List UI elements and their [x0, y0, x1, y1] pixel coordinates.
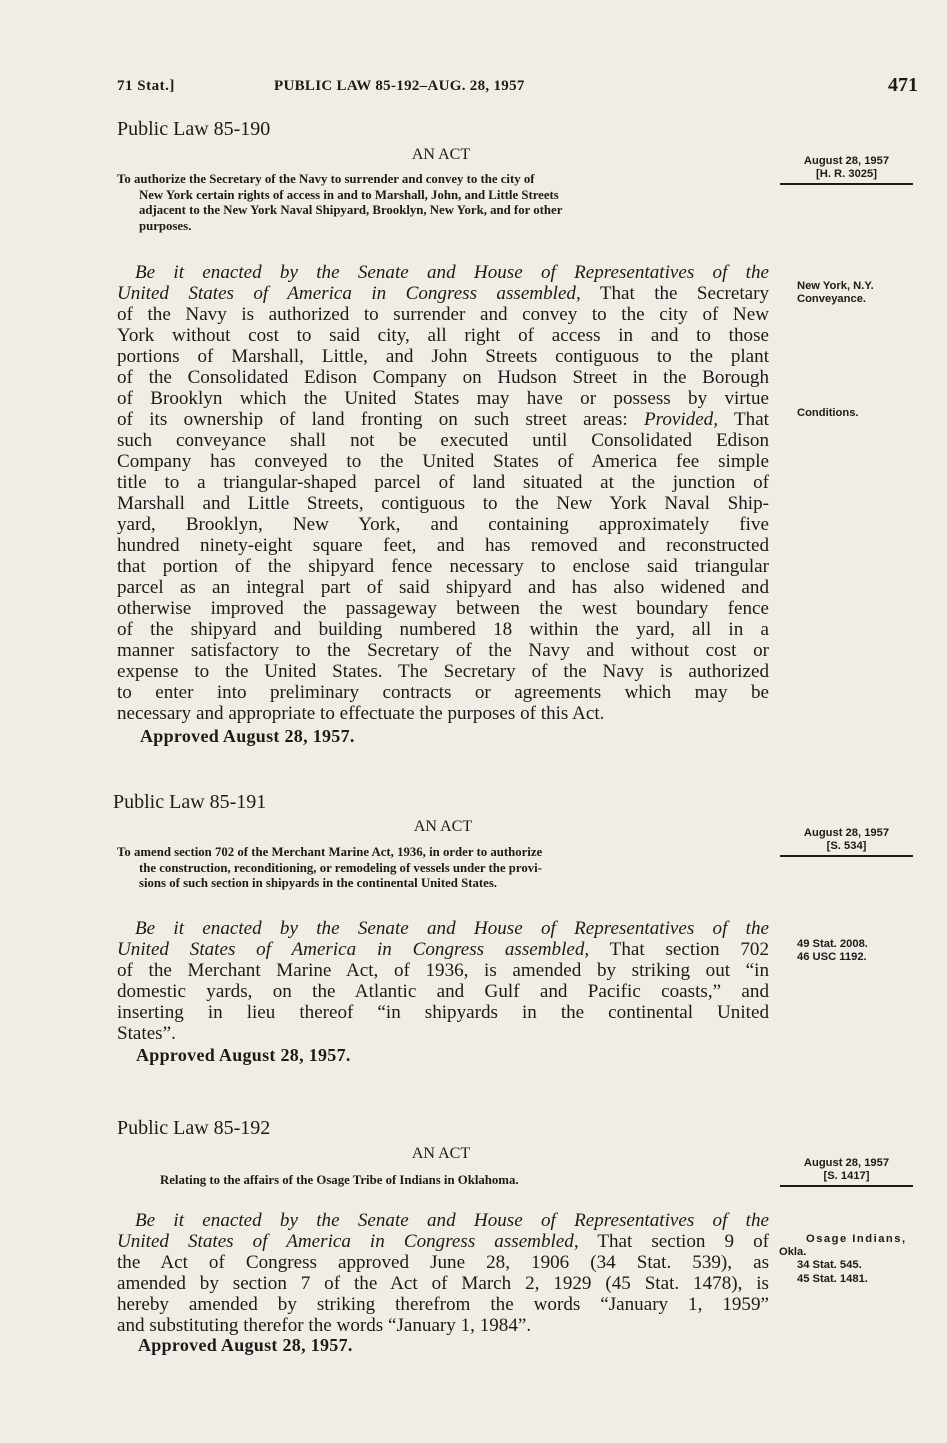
- body-line: of the Navy is authorized to surrender and convey to the city of New: [117, 304, 769, 325]
- body-line: of the Consolidated Edison Company on Hudson Street in the Borough: [117, 367, 769, 388]
- body-line: hundred ninety-eight square feet, and has removed and reconstructed: [117, 535, 769, 556]
- running-title: PUBLIC LAW 85-192–AUG. 28, 1957: [274, 78, 525, 94]
- margin-note-citation: 45 Stat. 1481.: [797, 1273, 868, 1285]
- enacting-clause: Be it enacted by the Senate and House of Representatives of the: [135, 1210, 769, 1231]
- purpose-line: the construction, reconditioning, or remodeling of vessels under the provi-: [139, 860, 542, 875]
- divider: [780, 855, 913, 857]
- margin-note-subject: Osage Indians,: [806, 1233, 907, 1245]
- enacting-clause: Be it enacted by the Senate and House of Representatives of the: [135, 262, 769, 283]
- page-number: 471: [888, 74, 918, 96]
- act-body: [117, 262, 769, 724]
- enactment-date: August 28, 1957: [803, 1157, 890, 1169]
- divider: [780, 183, 913, 185]
- body-line: of the Merchant Marine Act, of 1936, is amended by striking out “in: [117, 960, 769, 981]
- act-heading: AN ACT: [413, 818, 473, 835]
- approval-date: Approved August 28, 1957.: [138, 1335, 353, 1355]
- body-line: of Brooklyn which the United States may have or possess by virtue: [117, 388, 769, 409]
- body-line: otherwise improved the passageway between the west boundary fence: [117, 598, 769, 619]
- provided-term: Provided,: [643, 409, 719, 430]
- bill-number: [S. 534]: [826, 839, 867, 852]
- law-title: Public Law 85-191: [113, 791, 267, 813]
- body-line: York without cost to said city, all right of access in and to those: [117, 325, 769, 346]
- purpose-line: New York certain rights of access in and to Marshall, John, and Little Streets: [139, 187, 559, 202]
- act-purpose: [117, 172, 769, 234]
- act-heading: AN ACT: [411, 1145, 471, 1162]
- enactment-date-note: [780, 1157, 913, 1182]
- law-title: Public Law 85-192: [117, 1117, 271, 1139]
- margin-note-citation: 34 Stat. 545.: [797, 1259, 862, 1271]
- margin-note-conditions: Conditions.: [797, 407, 859, 419]
- purpose-line: sions of such section in shipyards in the continental United States.: [139, 876, 498, 891]
- enactment-date: August 28, 1957: [803, 827, 890, 839]
- body-line: such conveyance shall not be executed until Consolidated Edison: [117, 430, 769, 451]
- body-line: and substituting therefor the words “January 1, 1984”.: [117, 1315, 532, 1336]
- purpose-line: To amend section 702 of the Merchant Marine Act, 1936, in order to authorize: [117, 845, 543, 859]
- enactment-date-note: [780, 155, 913, 180]
- body-line: inserting in lieu thereof “in shipyards in the continental United: [117, 1002, 769, 1023]
- bill-number: [H. R. 3025]: [816, 167, 877, 180]
- body-line: domestic yards, on the Atlantic and Gulf and Pacific coasts,” and: [117, 981, 769, 1002]
- act-purpose: [160, 1173, 760, 1189]
- body-line: yard, Brooklyn, New York, and containing approximately five: [117, 514, 769, 535]
- body-line: the Act of Congress approved June 28, 1906 (34 Stat. 539), as: [117, 1252, 769, 1273]
- bill-number: [S. 1417]: [823, 1169, 870, 1182]
- margin-note-citation: 46 USC 1192.: [797, 951, 867, 963]
- body-line: of its ownership of land fronting on such street areas: Provided, That: [117, 409, 769, 430]
- body-line: amended by section 7 of the Act of March 2, 1929 (45 Stat. 1478), is: [117, 1273, 769, 1294]
- enacting-clause-cont: United States of America in Congress assembled, That the Secretary: [117, 283, 770, 304]
- body-line: that portion of the shipyard fence necessary to enclose said triangular: [117, 556, 769, 577]
- volume-reference: 71 Stat.]: [117, 78, 175, 94]
- act-body: [117, 1210, 769, 1336]
- body-line: of the shipyard and building numbered 18 within the yard, all in a: [117, 619, 769, 640]
- purpose-line: Relating to the affairs of the Osage Tribe of Indians in Oklahoma.: [160, 1173, 519, 1187]
- body-line: Company has conveyed to the United States of America fee simple: [117, 451, 769, 472]
- margin-note-subject: New York, N.Y. Conveyance.: [797, 280, 874, 305]
- body-line: necessary and appropriate to effectuate the purposes of this Act.: [117, 703, 605, 724]
- purpose-line: To authorize the Secretary of the Navy to surrender and convey to the city of: [117, 172, 535, 186]
- enactment-date: August 28, 1957: [803, 155, 890, 167]
- body-line: Marshall and Little Streets, contiguous to the New York Naval Ship-: [117, 493, 769, 514]
- body-line: to enter into preliminary contracts or agreements which may be: [117, 682, 769, 703]
- body-line: manner satisfactory to the Secretary of the Navy and without cost or: [117, 640, 769, 661]
- approval-date: Approved August 28, 1957.: [140, 726, 355, 746]
- body-line: portions of Marshall, Little, and John Streets contiguous to the plant: [117, 346, 769, 367]
- enacting-clause-cont: United States of America in Congress assembled, That section 9 of: [117, 1231, 769, 1252]
- divider: [780, 1185, 913, 1187]
- enacting-clause-cont: United States of America in Congress assembled, That section 702: [117, 939, 769, 960]
- margin-note-subject: Okla.: [779, 1246, 807, 1258]
- enactment-date-note: [780, 827, 913, 852]
- approval-date: Approved August 28, 1957.: [136, 1045, 351, 1065]
- purpose-line: adjacent to the New York Naval Shipyard, Brooklyn, New York, and for other: [139, 203, 563, 218]
- enacting-clause: Be it enacted by the Senate and House of Representatives of the: [135, 918, 769, 939]
- body-line: States”.: [117, 1023, 176, 1044]
- body-line: title to a triangular-shaped parcel of land situated at the junction of: [117, 472, 769, 493]
- purpose-line: purposes.: [139, 218, 192, 233]
- act-purpose: [117, 845, 769, 892]
- body-line: expense to the United States. The Secretary of the Navy is authorized: [117, 661, 769, 682]
- body-line: hereby amended by striking therefrom the words “January 1, 1959”: [117, 1294, 769, 1315]
- act-body: [117, 918, 769, 1044]
- act-heading: AN ACT: [411, 146, 471, 163]
- margin-note-citation: 49 Stat. 2008.: [797, 938, 868, 950]
- body-line: parcel as an integral part of said shipyard and has also widened and: [117, 577, 769, 598]
- law-title: Public Law 85-190: [117, 118, 271, 140]
